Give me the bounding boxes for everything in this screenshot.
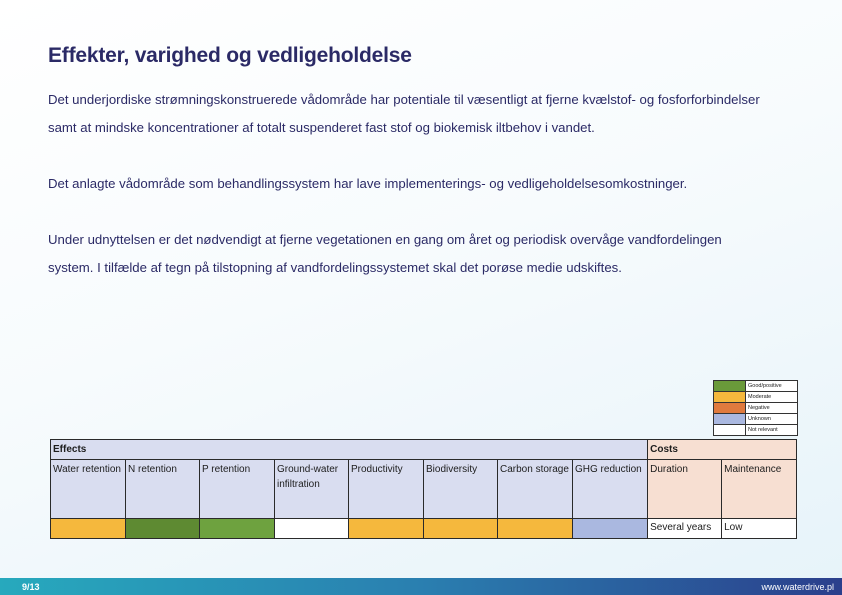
column-header: Ground-water infiltration (275, 460, 349, 519)
legend-swatch (714, 414, 746, 424)
legend-item-unknown (714, 414, 797, 425)
legend-swatch (714, 381, 746, 391)
legend-label: Not relevant (748, 427, 778, 433)
maintenance-value: Low (722, 519, 797, 539)
column-header: Maintenance (722, 460, 797, 519)
legend-item-not-relevant (714, 425, 797, 435)
legend-swatch (714, 392, 746, 402)
paragraph-maintenance (48, 226, 818, 282)
paragraph-line: Det anlagte vådområde som behandlingssystem har lave implementerings- og vedligeholdelsesomkostninger. (48, 176, 688, 191)
paragraph-effects (48, 86, 818, 142)
legend-item-moderate (714, 392, 797, 403)
legend-label: Negative (748, 405, 770, 411)
page-title: Effekter, varighed og vedligeholdelse (48, 44, 412, 67)
rating-cell-water-retention (51, 519, 126, 539)
duration-value: Several years (648, 519, 722, 539)
rating-cell-p-retention (200, 519, 275, 539)
column-header: GHG reduction (573, 460, 648, 519)
column-header: Water retention (51, 460, 126, 519)
paragraph-line: Det underjordiske strømningskonstruerede vådområde har potentiale til væsentligt at fjerne kvælstof- og fosforforbindelser (48, 92, 760, 107)
legend-item-negative (714, 403, 797, 414)
costs-header: Costs (648, 440, 797, 460)
legend-label: Unknown (748, 416, 771, 422)
paragraph-line: system. I tilfælde af tegn på tilstopning af vandfordelingssystemet skal det porøse medie udskiftes. (48, 260, 622, 275)
paragraph-costs (48, 170, 818, 198)
page-number: 9/13 (22, 582, 40, 592)
rating-cell-carbon-storage (498, 519, 573, 539)
legend-label: Moderate (748, 394, 772, 400)
effects-costs-table (50, 439, 797, 539)
rating-cell-ghg-reduction (573, 519, 648, 539)
column-header: Carbon storage (498, 460, 573, 519)
column-header: Duration (648, 460, 722, 519)
paragraph-line: Under udnyttelsen er det nødvendigt at fjerne vegetationen en gang om året og periodisk overvåge vandfordelingen (48, 232, 722, 247)
paragraph-line: samt at mindske koncentrationer af totalt suspenderet fast stof og biokemisk iltbehov i vandet. (48, 120, 595, 135)
rating-cell-biodiversity (424, 519, 498, 539)
column-header: P retention (200, 460, 275, 519)
footer-bar (0, 578, 842, 595)
legend-label: Good/positive (748, 383, 782, 389)
column-header: Biodiversity (424, 460, 498, 519)
legend-item-good (714, 381, 797, 392)
website-link[interactable]: www.waterdrive.pl (761, 582, 834, 592)
legend-swatch (714, 425, 746, 435)
rating-legend (713, 380, 798, 436)
column-header: N retention (126, 460, 200, 519)
rating-cell-groundwater-infiltration (275, 519, 349, 539)
effects-header: Effects (51, 440, 648, 460)
rating-cell-productivity (349, 519, 424, 539)
rating-cell-n-retention (126, 519, 200, 539)
column-header: Productivity (349, 460, 424, 519)
legend-swatch (714, 403, 746, 413)
